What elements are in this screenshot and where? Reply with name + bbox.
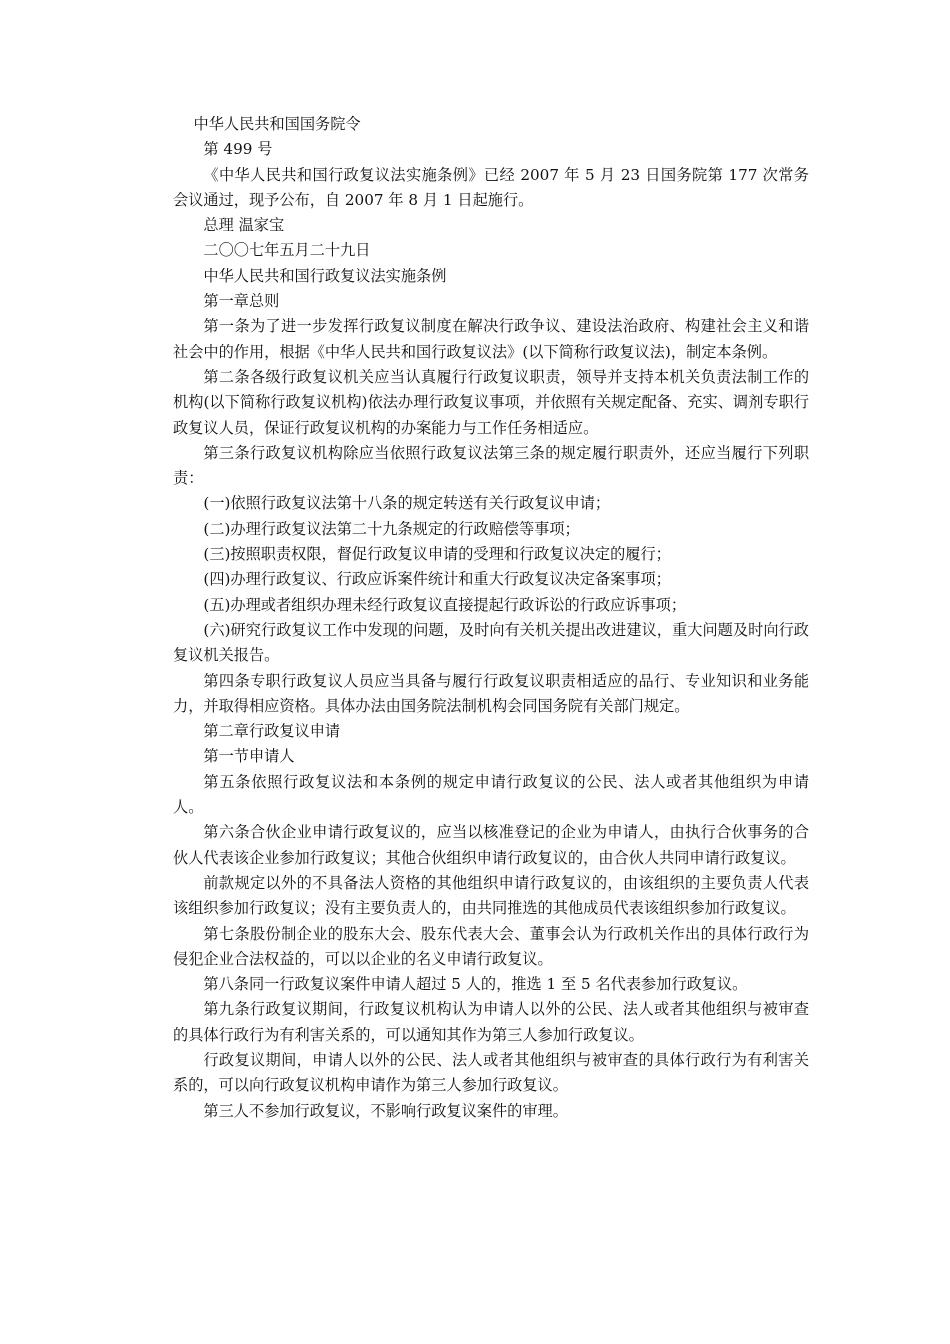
list-item: (一)依照行政复议法第十八条的规定转送有关行政复议申请； [203, 494, 611, 513]
article-paragraph: 第六条合伙企业申请行政复议的，应当以核准登记的企业为申请人，由执行合伙事务的合伙人代表该企业参加行政复议；其他合伙组织申请行政复议的，由合伙人共同申请行政复议。 [173, 823, 809, 867]
signatory: 总理 温家宝 [203, 216, 285, 235]
article-paragraph: 第二条各级行政复议机关应当认真履行行政复议职责，领导并支持本机关负责法制工作的机构(以下简称行政复议机构)依法办理行政复议事项，并依照有关规定配备、充实、调剂专职行政复议人员，保证行政复议机构的办案能力与工作任务相适应。 [173, 367, 809, 437]
issue-date: 二〇〇七年五月二十九日 [203, 241, 371, 260]
article-paragraph: 第一条为了进一步发挥行政复议制度在解决行政争议、建设法治政府、构建社会主义和谐社会中的作用，根据《中华人民共和国行政复议法》(以下简称行政复议法)，制定本条例。 [173, 317, 809, 361]
list-item: (三)按照职责权限，督促行政复议申请的受理和行政复议决定的履行； [203, 545, 671, 564]
list-item: (二)办理行政复议法第二十九条规定的行政赔偿等事项； [203, 519, 580, 538]
article-paragraph: 第八条同一行政复议案件申请人超过 5 人的，推选 1 至 5 名代表参加行政复议。 [203, 975, 748, 994]
article-paragraph: 前款规定以外的不具备法人资格的其他组织申请行政复议的，由该组织的主要负责人代表该组织参加行政复议；没有主要负责人的，由共同推选的其他成员代表该组织参加行政复议。 [173, 873, 809, 918]
decree-number: 第 499 号 [203, 140, 273, 159]
article-paragraph: 第五条依照行政复议法和本条例的规定申请行政复议的公民、法人或者其他组织为申请人。 [173, 772, 809, 817]
document-body [173, 112, 809, 1124]
list-item: (四)办理行政复议、行政应诉案件统计和重大行政复议决定备案事项； [203, 570, 671, 589]
article-paragraph: 第四条专职行政复议人员应当具备与履行行政复议职责相适应的品行、专业知识和业务能力，并取得相应资格。具体办法由国务院法制机构会同国务院有关部门规定。 [173, 671, 809, 715]
decree-title: 中华人民共和国国务院令 [193, 115, 361, 133]
list-item: (六)研究行政复议工作中发现的问题，及时向有关机关提出改进建议，重大问题及时向行政复议机关报告。 [173, 620, 809, 665]
chapter-heading: 第一章总则 [203, 292, 280, 311]
list-item: (五)办理或者组织办理未经行政复议直接提起行政诉讼的行政应诉事项； [203, 595, 687, 614]
promulgation-text: 《中华人民共和国行政复议法实施条例》已经 2007 年 5 月 23 日国务院第 177 次常务会议通过，现予公布，自 2007 年 8 月 1 日起施行。 [173, 165, 809, 209]
article-paragraph: 行政复议期间，申请人以外的公民、法人或者其他组织与被审查的具体行政行为有利害关系的，可以向行政复议机构申请作为第三人参加行政复议。 [173, 1050, 809, 1095]
regulation-title: 中华人民共和国行政复议法实施条例 [203, 266, 447, 285]
article-paragraph: 第九条行政复议期间，行政复议机构认为申请人以外的公民、法人或者其他组织与被审查的具体行政行为有利害关系的，可以通知其作为第三人参加行政复议。 [173, 1000, 809, 1044]
chapter-heading: 第二章行政复议申请 [203, 722, 341, 741]
article-paragraph: 第七条股份制企业的股东大会、股东代表大会、董事会认为行政机关作出的具体行政行为侵犯企业合法权益的，可以以企业的名义申请行政复议。 [173, 924, 809, 968]
article-paragraph: 第三人不参加行政复议，不影响行政复议案件的审理。 [203, 1101, 568, 1120]
article-paragraph: 第三条行政复议机构除应当依照行政复议法第三条的规定履行职责外，还应当履行下列职责： [173, 443, 809, 488]
section-heading: 第一节申请人 [203, 747, 295, 766]
